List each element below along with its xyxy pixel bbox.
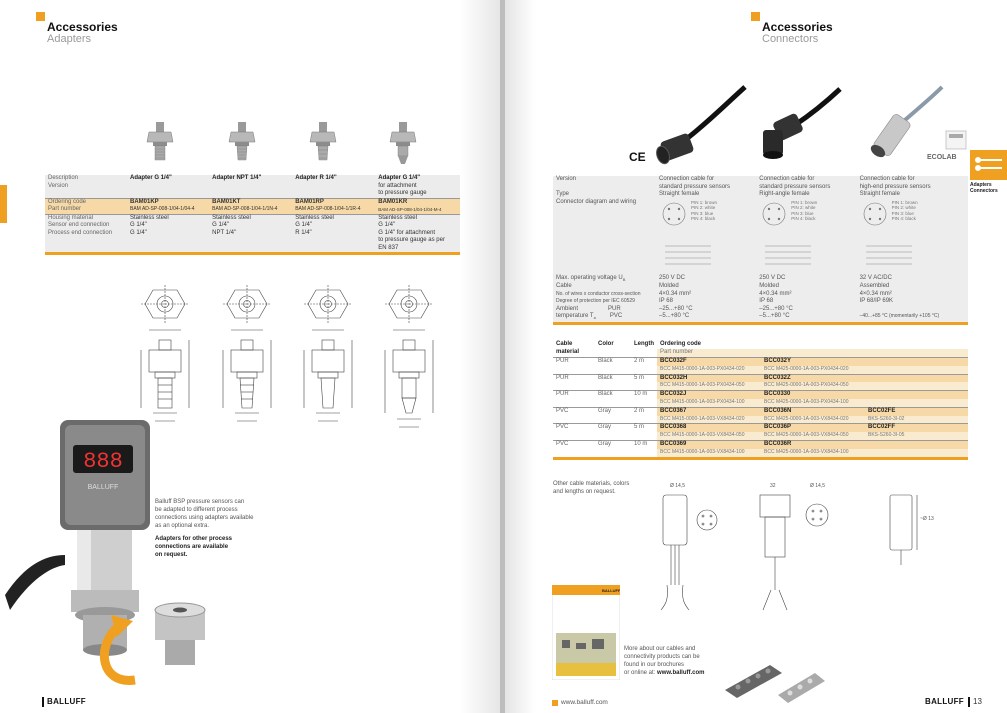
- caption-line: as an optional extra.: [155, 523, 210, 529]
- spec-label-ambient-text: Ambient: [556, 305, 579, 312]
- spec-cable: Molded: [756, 283, 856, 291]
- pin-label: PIN 3: blue: [691, 210, 714, 216]
- cell-part-number: BCC M425-0000-1A-003-PX0434-100: [761, 399, 865, 407]
- spec-label-temperature-sub: a: [593, 315, 596, 321]
- spec-label-voltage-sub: B: [622, 276, 626, 282]
- wiring-lines-icon: [862, 243, 922, 269]
- url-marker: [552, 700, 558, 706]
- cell-color: Gray: [595, 407, 631, 415]
- cell-ordering-code: BCC032J: [657, 391, 761, 399]
- cell-part-number: BCC M425-0000-1A-003-VX8434-100: [761, 449, 865, 458]
- spec-label-version: Version: [553, 176, 656, 184]
- cell-sensor-end: G 1/4": [292, 222, 375, 230]
- cell-empty: [595, 416, 631, 424]
- cell-part-number: BCC M425-0000-1A-003-VX8434-050: [761, 432, 865, 440]
- cell-length: 2 m: [631, 358, 657, 366]
- page-title: Accessories: [47, 20, 118, 34]
- footer-rule: [968, 697, 970, 707]
- cell-ordering-code: BCC036R: [761, 440, 865, 448]
- page-subtitle: Connectors: [762, 33, 819, 45]
- pin-label: PIN 3: blue: [891, 210, 914, 216]
- cell-part-number: BCC M415-0000-1A-003-PX0434-100: [657, 399, 761, 407]
- cell-description: Adapter R 1/4": [292, 175, 375, 183]
- cell-part-number: [865, 382, 968, 390]
- spec-temp-pur: [857, 306, 968, 314]
- cell-empty: [553, 416, 595, 424]
- row-label-description: Description: [45, 175, 127, 183]
- spec-cores: 4×0.34 mm²: [857, 291, 968, 299]
- spec-cable: Assembled: [857, 283, 968, 291]
- cell-part-number: BAM AD-SP-008-1/04-1/04-4: [127, 206, 209, 214]
- spec-label-type: Type: [553, 191, 656, 199]
- cell-part-number: BCC M415-0000-1A-003-PX0434-020: [657, 366, 761, 374]
- spec-label-temperature-text: temperature T: [556, 313, 594, 320]
- caption-bold-line: Adapters for other process: [155, 536, 233, 542]
- cell-ordering-code: [865, 374, 968, 382]
- cell-ordering-code: BAM01KT: [209, 198, 292, 206]
- cell-part-number: BCC M425-0000-1A-003-PX0434-050: [761, 382, 865, 390]
- cell-length: 2 m: [631, 407, 657, 415]
- cell-empty: [631, 416, 657, 424]
- cell-color: Black: [595, 358, 631, 366]
- cell-part-number: BAM AD-SP-008-1/04-1/04-M-4: [375, 206, 460, 214]
- cell-part-number: BCC M415-0000-1A-003-VX8434-020: [657, 416, 761, 424]
- sensor-brand: BALLUFF: [87, 484, 119, 491]
- brochure-cover-image: [552, 585, 620, 680]
- cell-housing: Stainless steel: [292, 214, 375, 222]
- cell-empty: [631, 449, 657, 458]
- cell-part-number: BAM AD-SP-008-1/04-1/1R-4: [292, 206, 375, 214]
- cell-housing: Stainless steel: [209, 214, 292, 222]
- cell-sensor-end: G 1/4": [375, 222, 460, 230]
- spec-cable: Molded: [656, 283, 756, 291]
- index-tab-line: Adapters: [970, 182, 992, 188]
- cell-empty: [595, 399, 631, 407]
- cell-process-end: EN 837: [375, 245, 460, 254]
- ecolab-label: ECOLAB: [927, 154, 957, 161]
- cell-ordering-code: [865, 391, 968, 399]
- cell-empty: [553, 399, 595, 407]
- spec-version: Connection cable for: [756, 176, 856, 184]
- spec-temp-pvc: –40...+85 °C (momentarily +105 °C): [857, 313, 968, 323]
- cell-empty: [553, 432, 595, 440]
- cell-process-end: to pressure gauge as per: [375, 237, 460, 245]
- adapter-g14-gauge-image: [383, 122, 423, 170]
- section-marker: [751, 12, 760, 21]
- cell-ordering-code: BCC02FE: [865, 407, 968, 415]
- table-row: [553, 391, 968, 399]
- table-row: [553, 440, 968, 448]
- spec-cores: 4×0.34 mm²: [656, 291, 756, 299]
- connector-dimension-drawings: [645, 475, 945, 615]
- table-row: [553, 382, 968, 390]
- spec-label-voltage-text: Max. operating voltage U: [556, 274, 623, 281]
- more-line: or online at:: [624, 670, 658, 676]
- row-label-part-number: Part number: [45, 206, 127, 214]
- sensor-display: 888: [83, 449, 123, 474]
- footer-url[interactable]: www.balluff.com: [561, 699, 608, 706]
- cell-ordering-code: BCC032F: [657, 358, 761, 366]
- spec-protection: IP 68/IP 69K: [857, 298, 968, 306]
- pin-label: PIN 4: black: [691, 216, 716, 221]
- spec-type: Straight female: [857, 191, 968, 199]
- adapter-r14-image: [303, 122, 343, 170]
- side-tab: [0, 185, 7, 223]
- cell-part-number: BCC M415-0000-1A-003-PX0434-050: [657, 382, 761, 390]
- cell-color: Black: [595, 391, 631, 399]
- io-module-image: [720, 655, 830, 705]
- cell-ordering-code: BCC0367: [657, 407, 761, 415]
- connector-spec-table: [553, 176, 968, 325]
- spec-label-diagram: Connector diagram and wiring: [553, 199, 656, 275]
- cell-empty: [595, 382, 631, 390]
- pressure-sensor-image: [5, 415, 215, 705]
- caption-line: Balluff BSP pressure sensors can: [155, 499, 245, 505]
- caption-line: connections using adapters available: [155, 515, 254, 521]
- cell-length: 5 m: [631, 374, 657, 382]
- cell-empty: [553, 366, 595, 374]
- brochure-logo: BALLUFF: [602, 588, 620, 593]
- right-page: [505, 0, 1007, 713]
- pin-label: PIN 2: white: [691, 205, 716, 210]
- dim-label: ~Ø 13: [920, 516, 934, 522]
- spec-voltage: 250 V DC: [756, 275, 856, 284]
- pin-label: PIN 3: blue: [791, 210, 814, 216]
- cell-empty: [595, 432, 631, 440]
- index-tab-icon: [970, 150, 1007, 180]
- spec-temp-pvc: –5...+80 °C: [656, 313, 756, 323]
- cell-empty: [553, 449, 595, 458]
- spec-label-pvc: PVC: [609, 313, 623, 320]
- cell-ordering-code: BCC032H: [657, 374, 761, 382]
- caption-bold-line: on request.: [155, 552, 188, 558]
- table-row: [553, 424, 968, 432]
- order-header-part-number: Part number: [657, 349, 761, 357]
- dim-label: 32: [770, 483, 776, 489]
- right-angle-connector-image: [755, 85, 845, 165]
- spec-label-temperature: [553, 313, 656, 323]
- cell-description: Adapter NPT 1/4": [209, 175, 292, 183]
- cell-ordering-code: BCC032Y: [761, 358, 865, 366]
- cell-process-end: G 1/4": [127, 230, 209, 238]
- spec-temp-pvc: –5...+80 °C: [756, 313, 856, 323]
- pin-label: PIN 1: brown: [791, 199, 818, 205]
- cell-part-number: BKS-S260-3I-05: [865, 432, 968, 440]
- pin-label: PIN 2: white: [891, 205, 916, 210]
- cell-sensor-end: G 1/4": [209, 222, 292, 230]
- cell-part-number: BCC M425-0000-1A-003-VX8434-020: [761, 416, 865, 424]
- spec-label-cores: No. of wires x conductor cross-section: [553, 291, 656, 299]
- wiring-diagram-1: [656, 199, 756, 275]
- cell-ordering-code: BAM01RP: [292, 198, 375, 206]
- spec-type: Right-angle female: [756, 191, 856, 199]
- row-label-sensor-end: Sensor end connection: [45, 222, 127, 230]
- order-header-length: Length: [634, 341, 654, 347]
- cell-empty: [595, 366, 631, 374]
- cell-material: PVC: [553, 440, 595, 448]
- index-tab-line: Connectors: [970, 188, 998, 194]
- order-header-color: Color: [598, 341, 614, 347]
- ecolab-icon: [945, 130, 967, 150]
- table-row: [553, 416, 968, 424]
- dim-label: Ø 14,5: [810, 483, 826, 489]
- cell-length: 5 m: [631, 424, 657, 432]
- pin-diagram-icon: [661, 201, 687, 227]
- wiring-lines-icon: [761, 243, 821, 269]
- pin-diagram-icon: [761, 201, 787, 227]
- cell-version: to pressure gauge: [375, 190, 460, 198]
- pin-label: PIN 4: black: [891, 216, 916, 221]
- cell-length: 10 m: [631, 440, 657, 448]
- spec-label-ambient: [553, 306, 656, 314]
- cell-length: 10 m: [631, 391, 657, 399]
- caption-line: be adapted to different process: [155, 507, 238, 513]
- cell-empty: [631, 366, 657, 374]
- spec-cores: 4×0.34 mm²: [756, 291, 856, 299]
- cell-part-number: BCC M415-0000-1A-003-VX8434-050: [657, 432, 761, 440]
- cell-process-end: R 1/4": [292, 230, 375, 238]
- spec-version: Connection cable for: [857, 176, 968, 184]
- table-row: [553, 374, 968, 382]
- cell-housing: Stainless steel: [375, 214, 460, 222]
- table-row: [553, 432, 968, 440]
- cell-material: PUR: [553, 374, 595, 382]
- cell-ordering-code: BAM01KR: [375, 198, 460, 206]
- cell-sensor-end: G 1/4": [127, 222, 209, 230]
- row-label-ordering-code: Ordering code: [45, 198, 127, 206]
- cell-empty: [631, 399, 657, 407]
- spec-label-cable: Cable: [553, 283, 656, 291]
- order-header-material: material: [556, 348, 580, 355]
- cell-empty: [631, 432, 657, 440]
- ce-mark: CE: [629, 150, 646, 164]
- spec-temp-pur: –25...+80 °C: [656, 306, 756, 314]
- cell-part-number: [865, 399, 968, 407]
- spec-protection: IP 68: [756, 298, 856, 306]
- left-page: [0, 0, 500, 713]
- pin-label: PIN 1: brown: [891, 199, 918, 205]
- spec-label-voltage: [553, 275, 656, 284]
- dim-label: Ø 14,5: [670, 483, 686, 489]
- table-row: [553, 358, 968, 366]
- cell-part-number: [865, 366, 968, 374]
- connector-ordering-rows: [553, 357, 968, 460]
- spec-label-pur: PUR: [608, 305, 621, 312]
- cell-ordering-code: BCC036N: [761, 407, 865, 415]
- cell-color: Gray: [595, 424, 631, 432]
- table-row: [553, 399, 968, 407]
- spec-temp-pur: –25...+80 °C: [756, 306, 856, 314]
- balluff-link[interactable]: www.balluff.com: [657, 670, 705, 676]
- wiring-lines-icon: [661, 243, 721, 269]
- cell-part-number: BKS-S260-3I-02: [865, 416, 968, 424]
- balluff-logo: BALLUFF: [47, 697, 86, 706]
- cell-material: PUR: [553, 391, 595, 399]
- cell-description: Adapter G 1/4": [375, 175, 460, 183]
- balluff-logo: BALLUFF: [925, 697, 964, 706]
- order-header-cable: Cable: [556, 341, 573, 347]
- cell-material: PVC: [553, 424, 595, 432]
- cell-color: Black: [595, 374, 631, 382]
- adapter-table: [45, 175, 460, 255]
- cell-ordering-code: [865, 440, 968, 448]
- cell-ordering-code: BAM01KP: [127, 198, 209, 206]
- page-number: 13: [973, 697, 982, 706]
- spec-version: Connection cable for: [656, 176, 756, 184]
- cell-material: PVC: [553, 407, 595, 415]
- spec-voltage: 250 V DC: [656, 275, 756, 284]
- wiring-diagram-2: [756, 199, 856, 275]
- adapter-caption: [155, 498, 305, 559]
- note-line: and lengths on request.: [553, 489, 616, 495]
- cell-empty: [595, 449, 631, 458]
- adapter-npt14-image: [222, 122, 262, 170]
- cell-material: PUR: [553, 358, 595, 366]
- cell-ordering-code: BCC0368: [657, 424, 761, 432]
- cell-ordering-code: BCC036P: [761, 424, 865, 432]
- more-line: connectivity products can be: [624, 654, 700, 660]
- page-title: Accessories: [762, 20, 833, 34]
- spec-version: standard pressure sensors: [756, 184, 856, 192]
- cell-ordering-code: BCC0369: [657, 440, 761, 448]
- page-subtitle: Adapters: [47, 33, 92, 45]
- table-row: [553, 449, 968, 458]
- cell-ordering-code: BCC02FF: [865, 424, 968, 432]
- straight-connector-image: [650, 85, 750, 170]
- spec-protection: IP 68: [656, 298, 756, 306]
- footer-rule: [42, 697, 44, 707]
- index-tab-label: [970, 182, 998, 194]
- cell-ordering-code: BCC0330: [761, 391, 865, 399]
- row-label-housing: Housing material: [45, 214, 127, 222]
- table-row: [553, 407, 968, 415]
- table-row: [553, 366, 968, 374]
- spec-version: high-end pressure sensors: [857, 184, 968, 192]
- spec-type: Straight female: [656, 191, 756, 199]
- cell-part-number: BCC M415-0000-1A-003-VX8434-100: [657, 449, 761, 458]
- row-label-process-end: Process end connection: [45, 230, 127, 238]
- cell-part-number: BAM AD-SP-008-1/04-1/1N-4: [209, 206, 292, 214]
- cell-process-end: NPT 1/4": [209, 230, 292, 238]
- pin-diagram-icon: [862, 201, 888, 227]
- spec-voltage: 32 V AC/DC: [857, 275, 968, 284]
- note-line: Other cable materials, colors: [553, 481, 630, 487]
- cell-empty: [631, 382, 657, 390]
- pin-label: PIN 4: black: [791, 216, 816, 221]
- cell-housing: Stainless steel: [127, 214, 209, 222]
- connector-ordering-table: [553, 341, 968, 357]
- order-header-ordering-code: Ordering code: [660, 341, 702, 347]
- more-line: More about our cables and: [624, 646, 696, 652]
- more-line: found in our brochures: [624, 662, 685, 668]
- pin-label: PIN 2: white: [791, 205, 816, 210]
- cell-part-number: [865, 449, 968, 458]
- cell-empty: [553, 382, 595, 390]
- cell-ordering-code: BCC032Z: [761, 374, 865, 382]
- cell-version: for attachment: [375, 183, 460, 191]
- cell-color: Gray: [595, 440, 631, 448]
- caption-bold-line: connections are available: [155, 544, 229, 550]
- row-label-version: Version: [45, 183, 127, 191]
- spec-label-protection: Degree of protection per IEC 60529: [553, 298, 656, 306]
- pin-label: PIN 1: brown: [691, 199, 718, 205]
- cell-ordering-code: [865, 358, 968, 366]
- cell-process-end: G 1/4" for attachment: [375, 230, 460, 238]
- cell-part-number: BCC M425-0000-1A-003-PX0434-020: [761, 366, 865, 374]
- section-marker: [36, 12, 45, 21]
- cell-description: Adapter G 1/4": [127, 175, 209, 183]
- wiring-diagram-3: [857, 199, 968, 275]
- spec-version: standard pressure sensors: [656, 184, 756, 192]
- adapter-g14-image: [140, 122, 180, 170]
